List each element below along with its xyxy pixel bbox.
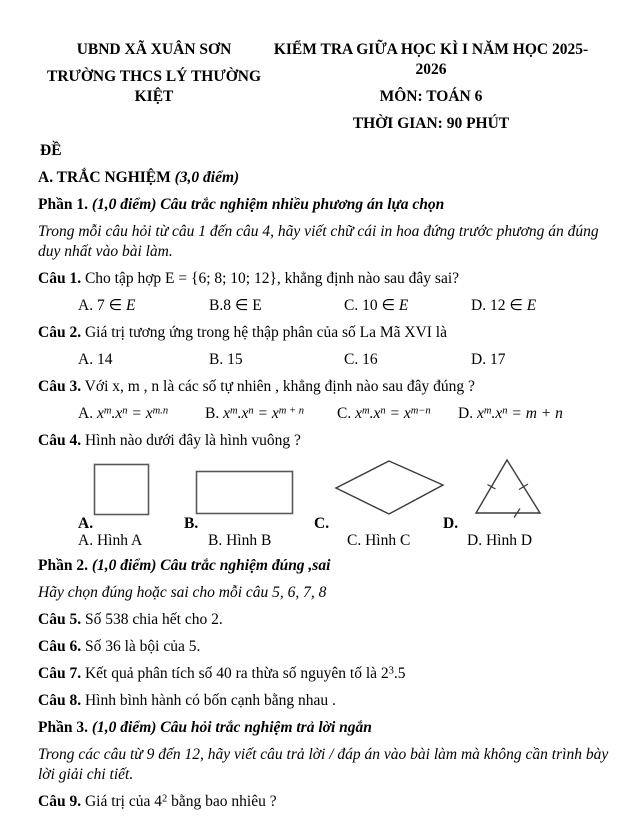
part1-title: (1,0 điểm) Câu trắc nghiệm nhiều phương án lựa chọn <box>87 196 445 213</box>
square-shape <box>93 463 151 517</box>
question-1-option-a: A. 7 ∈ E <box>78 297 136 314</box>
question-4 <box>38 431 610 451</box>
question-2-option-a: A. 14 <box>78 351 113 368</box>
formula: $x^m.x^n = x^{m + n}$ <box>223 405 304 422</box>
question-8-label: Câu 8. <box>38 692 82 709</box>
question-1-label: Câu 1. <box>38 270 82 287</box>
question-6-label: Câu 6. <box>38 638 82 655</box>
figure-a-name: A. Hình A <box>78 532 143 549</box>
part3-label: Phần 3. <box>38 719 88 736</box>
question-7-text: Kết quả phân tích số 40 ra thừa số nguyên tố là $2^3.5$ <box>81 665 406 682</box>
part3-instruction: Trong các câu từ 9 đến 12, hãy viết câu trả lời / đáp án vào bài làm mà không cần trình bày lời giải chi tiết. <box>38 746 609 783</box>
question-3-label: Câu 3. <box>38 378 82 395</box>
exam-subject: MÔN: TOÁN 6 <box>379 88 483 105</box>
question-6 <box>38 637 610 657</box>
question-3-options <box>38 404 610 424</box>
document-header <box>38 40 610 141</box>
question-2 <box>38 323 610 343</box>
section-a-title: A. TRẮC NGHIỆM <box>38 169 171 186</box>
question-5-label: Câu 5. <box>38 611 82 628</box>
question-1-option-d: D. 12 ∈ E <box>471 297 537 314</box>
exam-title: KIỂM TRA GIỮA HỌC KÌ I NĂM HỌC 2025-2026 <box>273 41 589 78</box>
rhombus-shape <box>334 459 446 517</box>
question-3-option-a: A. $x^m.x^n = x^{m.n}$ <box>78 405 169 422</box>
figure-d-name: D. Hình D <box>467 532 533 549</box>
question-2-option-c: C. 16 <box>344 351 378 368</box>
question-7 <box>38 664 610 684</box>
part1-heading <box>38 195 610 215</box>
figure-d-letter: D. <box>443 515 459 532</box>
figure-b-name: B. Hình B <box>208 532 272 549</box>
question-1-option-c: C. 10 ∈ E <box>344 297 409 314</box>
question-8 <box>38 691 610 711</box>
part1-label: Phần 1. <box>38 196 88 213</box>
question-3-text: Với x, m , n là các số tự nhiên , khẳng định nào sau đây đúng ? <box>81 378 475 395</box>
question-9 <box>38 792 610 812</box>
question-8-text: Hình bình hành có bốn cạnh bằng nhau . <box>81 692 336 709</box>
question-2-option-d: D. 17 <box>471 351 506 368</box>
question-1 <box>38 269 610 289</box>
figure-c-letter: C. <box>314 515 330 532</box>
formula: $x^m.x^n = m + n$ <box>476 405 563 422</box>
question-3 <box>38 377 610 397</box>
question-4-figures <box>38 458 610 550</box>
question-4-text: Hình nào dưới đây là hình vuông ? <box>81 432 301 449</box>
question-1-option-b: B.8 ∈ E <box>209 297 262 314</box>
school-name: TRƯỜNG THCS LÝ THƯỜNG KIỆT <box>46 68 262 105</box>
question-9-label: Câu 9. <box>38 793 82 810</box>
part2-label: Phần 2. <box>38 557 88 574</box>
question-3-option-c: C. $x^m.x^n = x^{m-n}$ <box>337 405 431 422</box>
triangle-shape <box>474 458 544 522</box>
question-5-text: Số 538 chia hết cho 2. <box>81 611 223 628</box>
question-6-text: Số 36 là bội của 5. <box>81 638 201 655</box>
section-a-points: (3,0 điểm) <box>170 169 240 186</box>
question-5 <box>38 610 610 630</box>
figure-a-letter: A. <box>78 515 94 532</box>
question-9-text: Giá trị của $4^2$ bằng bao nhiêu ? <box>81 793 277 810</box>
question-7-label: Câu 7. <box>38 665 82 682</box>
part2-title: (1,0 điểm) Câu trắc nghiệm đúng ,sai <box>87 557 331 574</box>
figure-b-letter: B. <box>184 515 199 532</box>
question-2-label: Câu 2. <box>38 324 82 341</box>
question-4-label: Câu 4. <box>38 432 82 449</box>
question-2-option-b: B. 15 <box>209 351 243 368</box>
figure-c-name: C. Hình C <box>347 532 411 549</box>
header-right-block <box>270 40 592 141</box>
part1-instruction: Trong mỗi câu hỏi từ câu 1 đến câu 4, hãy viết chữ cái in hoa đứng trước phương án đúng duy nhất vào bài làm. <box>38 223 599 260</box>
rectangle-shape <box>195 470 295 516</box>
organization-name: UBND XÃ XUÂN SƠN <box>76 41 232 58</box>
question-2-options <box>38 350 610 370</box>
exam-code-label: ĐỀ <box>40 142 62 159</box>
formula: $x^m.x^n = x^{m.n}$ <box>96 405 169 422</box>
header-left-block <box>38 40 270 141</box>
exam-duration: THỜI GIAN: 90 PHÚT <box>352 115 510 132</box>
question-3-option-d: D. $x^m.x^n = m + n$ <box>458 405 563 422</box>
part3-title: (1,0 điểm) Câu hỏi trắc nghiệm trả lời ngắn <box>87 719 372 736</box>
part2-heading <box>38 556 610 576</box>
part2-instruction: Hãy chọn đúng hoặc sai cho mỗi câu 5, 6, 7, 8 <box>38 584 327 601</box>
question-2-text: Giá trị tương ứng trong hệ thập phân của số La Mã XVI là <box>81 324 447 341</box>
part3-heading <box>38 718 610 738</box>
section-a-heading <box>38 168 610 188</box>
formula: $x^m.x^n = x^{m-n}$ <box>355 405 431 422</box>
question-1-options <box>38 296 610 316</box>
question-1-text: Cho tập hợp E = {6; 8; 10; 12}, khẳng định nào sau đây sai? <box>81 270 460 287</box>
question-3-option-b: B. $x^m.x^n = x^{m + n}$ <box>205 405 304 422</box>
